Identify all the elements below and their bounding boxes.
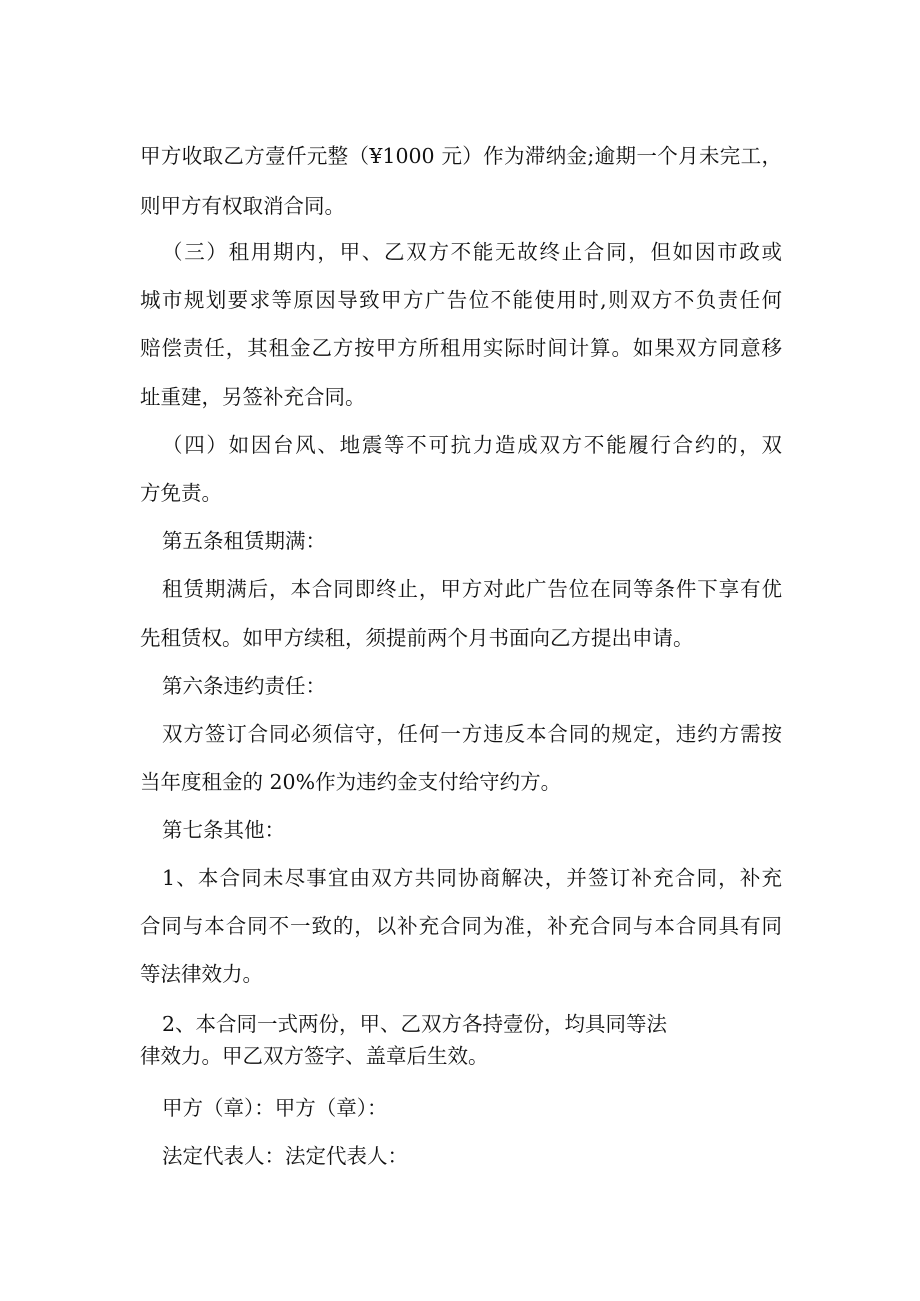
text-line-16: 1、本合同未尽事宜由双方共同协商解决，并签订补充合同，补充 (162, 866, 782, 890)
section-heading-5: 第五条租赁期满： (162, 529, 326, 553)
text-line-4: 城市规划要求等原因导致甲方广告位不能使用时,则双方不负责任何 (140, 288, 782, 312)
text-line-10: 租赁期满后，本合同即终止，甲方对此广告位在同等条件下享有优 (162, 577, 782, 601)
section-heading-6: 第六条违约责任： (162, 674, 326, 698)
text-line-3: （三）租用期内，甲、乙双方不能无故终止合同，但如因市政或 (162, 240, 782, 264)
text-line-17: 合同与本合同不一致的，以补充合同为准，补充合同与本合同具有同 (140, 914, 782, 938)
text-line-14: 当年度租金的 20%作为违约金支付给守约方。 (140, 770, 562, 794)
text-line-18: 等法律效力。 (140, 962, 263, 986)
signature-party-line: 甲方（章）：甲方（章）： (162, 1096, 388, 1120)
text-line-8: 方免责。 (140, 481, 222, 505)
text-line-19: 2、本合同一式两份，甲、乙双方各持壹份，均具同等法 (162, 1012, 668, 1036)
text-line-6: 址重建，另签补充合同。 (140, 385, 366, 409)
section-heading-7: 第七条其他： (162, 818, 285, 842)
text-line-5: 赔偿责任，其租金乙方按甲方所租用实际时间计算。如果双方同意移 (140, 336, 782, 360)
text-line-7: （四）如因台风、地震等不可抗力造成双方不能履行合约的，双 (162, 433, 782, 457)
signature-representative-line: 法定代表人：法定代表人： (162, 1144, 408, 1168)
text-line-13: 双方签订合同必须信守，任何一方违反本合同的规定，违约方需按 (162, 722, 782, 746)
text-line-1: 甲方收取乙方壹仟元整（¥1000 元）作为滞纳金;逾期一个月未完工， (140, 144, 782, 168)
text-line-2: 则甲方有权取消合同。 (140, 194, 345, 218)
text-line-11: 先租赁权。如甲方续租，须提前两个月书面向乙方提出申请。 (140, 626, 694, 650)
text-line-20: 律效力。甲乙双方签字、盖章后生效。 (140, 1044, 489, 1068)
